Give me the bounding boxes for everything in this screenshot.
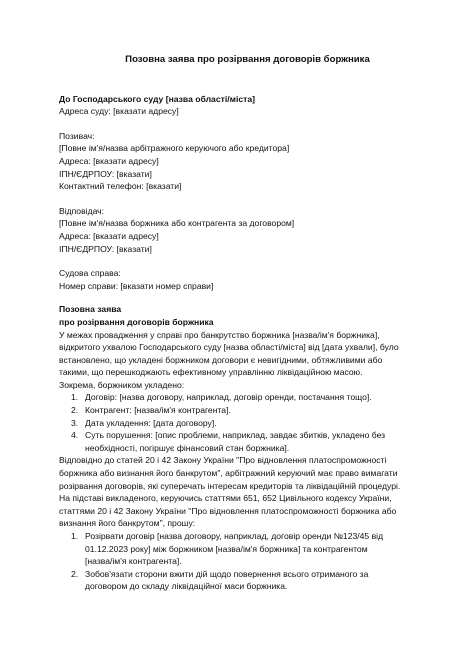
details-item-text: Суть порушення: [опис проблеми, наприклад, завдає збитків, укладено без (85, 430, 386, 441)
details-item (59, 391, 434, 404)
plaintiff-address: Адреса: [вказати адресу] (59, 155, 159, 166)
details-intro: Зокрема, боржником укладено: (59, 379, 185, 390)
details-item (59, 404, 434, 417)
defendant-block (59, 205, 434, 255)
claim-heading-line2: про розірвання договорів боржника (59, 316, 214, 327)
details-item-number: 4. (71, 430, 79, 441)
case-block (59, 267, 434, 292)
details-list (59, 391, 434, 454)
requests-list (59, 530, 434, 593)
request-item (59, 568, 434, 593)
legal-line: розірвання договорів, які суперечать інтересам кредиторів та ліквідаційній процедурі. (59, 480, 401, 491)
details-item (59, 417, 434, 430)
intro-line: У межах провадження у справі про банкрутство боржника [назва/ім'я боржника], (59, 329, 380, 340)
legal-line: боржника або визнання його банкрутом", арбітражний керуючий має право вимагати (59, 468, 398, 479)
request-paragraph (59, 492, 434, 530)
request-item-text: договором до складу ліквідаційної маси боржника. (85, 581, 288, 592)
defendant-tax-id: ІПН/ЄДРПОУ: [вказати] (59, 243, 152, 254)
details-item-text: Дата укладення: [дата договору]. (85, 417, 217, 428)
request-item-text: [назва/ім'я контрагента]. (85, 556, 182, 567)
request-item-number: 2. (71, 568, 79, 579)
intro-line: такими, що перешкоджають ефективному управлінню ліквідаційною масою. (59, 367, 363, 378)
request-item-number: 1. (71, 531, 79, 541)
court-address: Адреса суду: [вказати адресу] (59, 106, 179, 117)
plaintiff-label: Позивач: (59, 130, 95, 141)
defendant-label: Відповідач: (59, 205, 105, 216)
intro-paragraph (59, 329, 434, 379)
request-item-text: Зобов'язати сторони вжити дій щодо повернення всього отриманого за (85, 568, 369, 579)
court-heading: До Господарського суду [назва області/міста] (59, 93, 255, 104)
intro-line: відкритого ухвалою Господарського суду [назва області/міста] від [дата ухвали], було (59, 342, 399, 353)
intro-line: встановлено, що укладені боржником договори є невигідними, обтяжливими або (59, 354, 383, 365)
document-title: Позовна заява про розірвання договорів боржника (125, 54, 370, 65)
request-line: визнання його банкрутом", прошу: (59, 518, 196, 529)
plaintiff-name: [Повне ім'я/назва арбітражного керуючого або кредитора] (59, 143, 290, 154)
details-item-number: 3. (71, 417, 79, 428)
case-number: Номер справи: [вказати номер справи] (59, 280, 214, 291)
defendant-name: [Повне ім'я/назва боржника або контрагента за договором] (59, 218, 295, 229)
details-item-number: 2. (71, 405, 79, 416)
details-item (59, 429, 434, 454)
request-line: На підставі викладеного, керуючись статтями 651, 652 Цивільного кодексу України, (59, 493, 392, 504)
case-label: Судова справа: (59, 268, 121, 279)
details-item-text: Договір: [назва договору, наприклад, договір оренди, постачання тощо]. (85, 392, 372, 403)
legal-line: Відповідно до статей 20 і 42 Закону України "Про відновлення платоспроможності (59, 455, 387, 466)
request-item (59, 530, 434, 568)
request-line: статтями 20 і 42 Закону України "Про відновлення платоспроможності боржника або (59, 505, 397, 516)
legal-paragraph (59, 454, 434, 492)
claim-heading-line1: Позовна заява (59, 304, 122, 315)
court-block (59, 93, 434, 118)
plaintiff-phone: Контактний телефон: [вказати] (59, 181, 182, 192)
plaintiff-tax-id: ІПН/ЄДРПОУ: [вказати] (59, 168, 152, 179)
request-item-text: 01.12.2023 року] між боржником [назва/ім'я боржника] та контрагентом (85, 543, 368, 554)
defendant-address: Адреса: [вказати адресу] (59, 230, 159, 241)
details-item-text: необхідності, погіршує фінансовий стан боржника]. (85, 442, 290, 453)
plaintiff-block (59, 130, 434, 193)
details-item-text: Контрагент: [назва/ім'я контрагента]. (85, 405, 231, 416)
details-item-number: 1. (71, 392, 79, 403)
request-item-text: Розірвати договір [назва договору, наприклад, договір оренди №123/45 від (85, 531, 384, 541)
claim-heading (59, 303, 434, 328)
